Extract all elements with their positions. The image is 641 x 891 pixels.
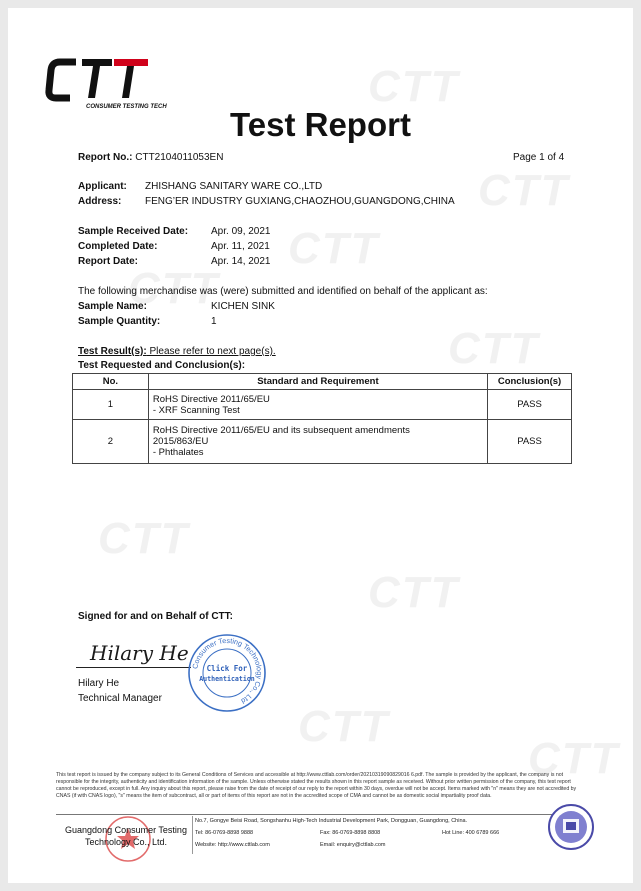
watermark: CTT — [448, 324, 540, 373]
report-title: Test Report — [230, 106, 411, 143]
sample-quantity-label: Sample Quantity: — [78, 316, 161, 327]
footer-company-line1: Guangdong Consumer Testing — [65, 825, 187, 835]
received-date-label: Sample Received Date: — [78, 226, 189, 237]
ctt-logo — [46, 52, 167, 114]
table-row — [73, 420, 572, 464]
address-label: Address: — [78, 196, 122, 207]
watermark: CTT — [98, 514, 190, 563]
signature-script: Hilary He — [90, 641, 189, 665]
watermark: CTT — [368, 62, 460, 111]
signed-for-label: Signed for and on Behalf of CTT: — [78, 611, 233, 622]
sample-name-label: Sample Name: — [78, 301, 147, 312]
report-number-value: CTT2104011053EN — [135, 152, 224, 163]
applicant-label: Applicant: — [78, 181, 127, 192]
completed-date-label: Completed Date: — [78, 241, 158, 252]
standard-line: 2015/863/EU — [152, 436, 209, 447]
watermark: CTT — [128, 264, 220, 313]
conclusion-heading: Test Requested and Conclusion(s): — [78, 360, 246, 371]
applicant-value: ZHISHANG SANITARY WARE CO.,LTD — [145, 181, 323, 192]
standard-line: - Phthalates — [152, 447, 204, 458]
watermark: CTT — [528, 734, 620, 783]
watermark: CTT — [288, 224, 380, 273]
address-value: FENG’ER INDUSTRY GUXIANG,CHAOZHOU,GUANGDONG,CHINA — [145, 196, 455, 207]
header-standard: Standard and Requirement — [148, 374, 487, 390]
table-header-row — [73, 374, 572, 390]
row-conclusion: PASS — [488, 420, 572, 464]
row-conclusion: PASS — [488, 390, 572, 420]
standard-line: - XRF Scanning Test — [152, 404, 240, 416]
completed-date-value: Apr. 11, 2021 — [211, 241, 270, 252]
test-results-label: Test Result(s): — [78, 346, 147, 357]
authentication-stamp[interactable] — [186, 632, 268, 714]
signature-line — [76, 667, 191, 668]
stamp-center-line1: Click For — [206, 664, 248, 673]
footer-company — [56, 824, 196, 848]
table-row — [73, 390, 572, 420]
watermark: CTT — [368, 568, 460, 617]
standard-line: RoHS Directive 2011/65/EU — [152, 393, 270, 405]
conclusion-table — [72, 373, 572, 464]
terms-fine-print: This test report is issued by the company subject to its General Conditions of Services and accessible at http://www.cttlab.com/order/20210319090829016 6.pdf. The sample is provided by the applicant, the company is not responsible for the integrity, authenticity and identification information of the sample. Unless otherwise stated the results shown in this report sample as received. Without prior written permission of the company, this test report cannot be reproduced, except in full. Any inquiry about this report, please raise from the date of receipt of our reply to the report within 30 days, overdue will not be accept. Items marked with "n" means they are not accredited by CNAS (if with CNAS logo), "s" means the item of subcontract, all or part of items of this report are not in the accredited scope of CMA and cannot be as domestic social impartiality proof data. — [56, 772, 577, 799]
report-number-label: Report No.: — [78, 152, 133, 163]
stamp-center-line2: Authentication — [199, 675, 255, 683]
header-no: No. — [73, 374, 149, 390]
stamp-ring-text: Consumer Testing Technology Co., Ltd — [190, 635, 265, 706]
report-date-label: Report Date: — [78, 256, 139, 267]
footer-email-link[interactable]: Email: enquiry@cttlab.com — [320, 842, 386, 848]
report-date-value: Apr. 14, 2021 — [211, 256, 271, 267]
row-number: 2 — [73, 420, 149, 464]
row-standard — [148, 390, 487, 420]
page-info: Page 1 of 4 — [513, 152, 565, 163]
watermark: CTT — [478, 166, 570, 215]
footer-separator — [192, 816, 193, 854]
footer-tel: Tel: 86-0769-8898 9888 — [195, 830, 254, 836]
watermark: CTT — [298, 702, 390, 751]
footer-fax: Fax: 86-0769-8898 8808 — [320, 830, 381, 836]
standard-line: RoHS Directive 2011/65/EU and its subsequent amendments — [152, 425, 410, 436]
footer-hotline: Hot Line: 400 6789 666 — [442, 830, 500, 836]
header-conclusion: Conclusion(s) — [488, 374, 572, 390]
sample-quantity-value: 1 — [211, 316, 217, 327]
footer-company-line2: Technology Co., Ltd. — [84, 837, 168, 847]
report-page — [8, 8, 633, 883]
signature — [88, 634, 198, 674]
report-number — [78, 152, 223, 163]
accreditation-badge — [546, 802, 596, 858]
signer-title: Technical Manager — [78, 693, 162, 704]
test-results-value: Please refer to next page(s). — [146, 346, 276, 357]
sample-name-value: KICHEN SINK — [211, 301, 275, 312]
row-standard — [148, 420, 487, 464]
test-results — [78, 346, 276, 357]
intro-text: The following merchandise was (were) submitted and identified on behalf of the applicant as: — [78, 286, 488, 297]
logo-tagline: CONSUMER TESTING TECH — [86, 104, 167, 110]
footer-address: No.7, Gongye Beisi Road, Songshanhu High-Tech Industrial Development Park, Dongguan, Guangdong, China. — [195, 818, 468, 824]
footer-website-link[interactable]: Website: http://www.cttlab.com — [195, 842, 270, 848]
signer-name: Hilary He — [78, 678, 120, 689]
row-number: 1 — [73, 390, 149, 420]
received-date-value: Apr. 09, 2021 — [211, 226, 271, 237]
